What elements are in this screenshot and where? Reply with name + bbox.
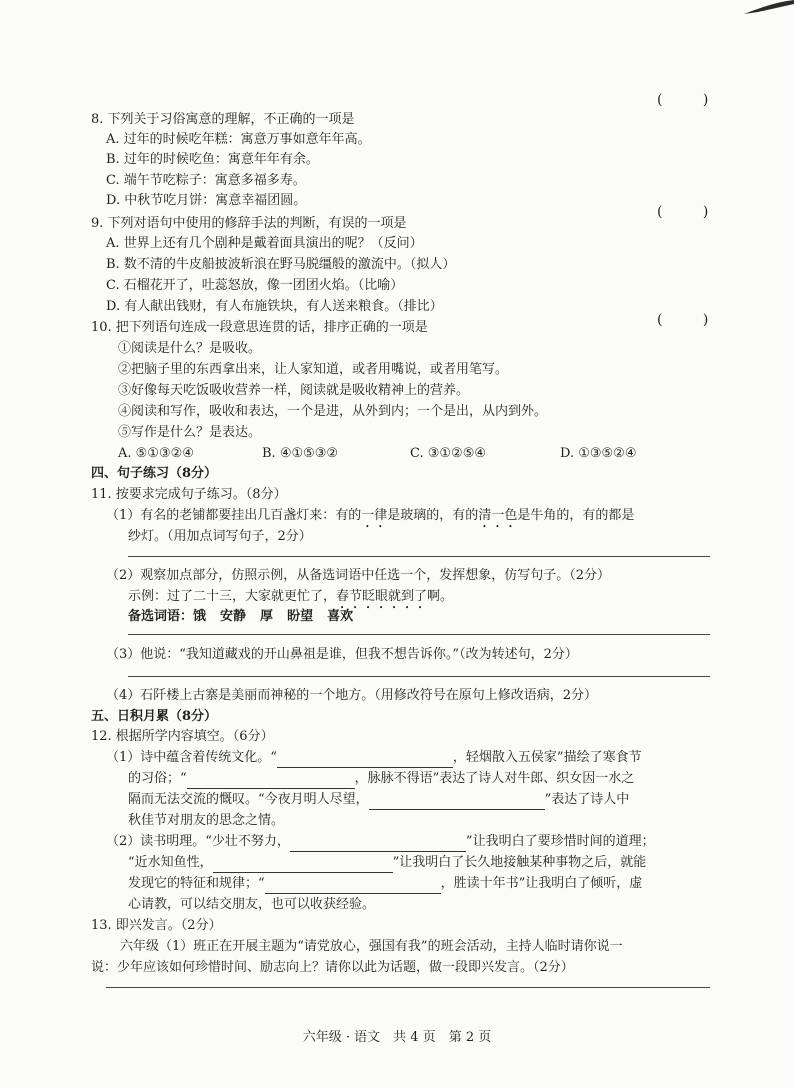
q11-1-dotted-word-1: 一律 [361, 508, 388, 523]
page-footer: 六年级 · 语文 共 4 页 第 2 页 [302, 1030, 492, 1045]
q11-1-text-a: （1）有名的老铺都要挂出几百盏灯来：有的 [106, 508, 362, 523]
q10-sentence-4: ④阅读和写作，吸收和表达，一个是进，从外到内；一个是出，从内到外。 [118, 404, 548, 419]
section5-title: 五、日积月累（8分） [91, 709, 218, 724]
q12-2-line1 [106, 832, 655, 852]
q10-sentence-3: ③好像每天吃饭吸收营养一样，阅读就是吸收精神上的营养。 [118, 383, 470, 398]
answer-paren-q9: ( ) [657, 204, 727, 220]
q12-1-text-c: 的习俗；“ [128, 771, 187, 786]
q12-1-line4: 秋佳节对朋友的思念之情。 [128, 813, 285, 828]
answer-paren-q10: ( ) [657, 312, 727, 328]
q12-1-text-d: ，脉脉不得语”表达了诗人对牛郎、织女因一水之 [354, 771, 635, 786]
q13-prompt-line2: 说：少年应该如何珍惜时间、励志向上？请你以此为话题，做一段即兴发言。（2分） [91, 960, 574, 975]
q12-2-text-d: ”让我明白了长久地接触某种事物之后，就能 [392, 855, 647, 870]
q13-stem: 13. 即兴发言。（2分） [91, 918, 222, 933]
q11-4-stem: （4）石阡楼上古寨是美丽而神秘的一个地方。（用修改符号在原句上修改语病，2分） [106, 688, 598, 703]
section4-title: 四、句子练习（8分） [91, 466, 218, 481]
q11-2-stem: （2）观察加点部分，仿照示例，从备选词语中任选一个，发挥想象，仿写句子。（2分） [106, 568, 611, 583]
word-bank-word-4: 盼望 [287, 609, 314, 624]
word-bank-word-2: 安静 [220, 609, 247, 624]
scan-corner-mark [684, 0, 794, 26]
q11-1-line2: 纱灯。（用加点词写句子，2分） [128, 529, 312, 544]
q11-2-example-text-a: 示例：过了二十三，大家就更忙了， [128, 589, 337, 604]
q10-sentence-1: ①阅读是什么？是吸收。 [118, 341, 262, 356]
q9-option-d: D. 有人献出钱财，有人布施铁块，有人送来粮食。（排比） [106, 299, 443, 314]
q8-stem: 8. 下列关于习俗寓意的理解，不正确的一项是 [91, 112, 355, 127]
q12-1-text-e: 隔而无法交流的慨叹。“今夜月明人尽望， [128, 792, 369, 807]
q10-sentence-5: ⑤写作是什么？是表达。 [118, 425, 262, 440]
word-bank-word-1: 饿 [193, 609, 207, 624]
q12-2-text-e: 发现它的特征和规律；“ [128, 876, 265, 891]
q11-2-word-bank [128, 607, 353, 627]
q11-1-dotted-word-2: 清一色 [478, 508, 518, 523]
answer-paren-q8: ( ) [657, 92, 727, 108]
blank-q12-6[interactable] [265, 879, 441, 894]
q12-1-text-a: （1）诗中蕴含着传统文化。“ [106, 750, 277, 765]
blank-q12-3[interactable] [369, 795, 545, 810]
q12-1-line1 [106, 748, 642, 768]
q12-2-text-b: ”让我明白了要珍惜时间的道理； [465, 834, 655, 849]
q12-2-text-f: ，胜读十年书”让我明白了倾听，虚 [440, 876, 643, 891]
q12-2-line4: 心请教，可以结交朋友，也可以收获经验。 [128, 897, 376, 912]
q10-choice-b: B. ④①⑤③② [262, 446, 339, 461]
answer-line-q13[interactable] [106, 987, 710, 988]
q11-2-example-dotted: 春节眨眼就到了 [336, 589, 428, 604]
answer-line-q11-1[interactable] [128, 556, 710, 557]
q8-option-b: B. 过年的时候吃鱼：寓意年年有余。 [106, 152, 319, 167]
q10-choice-d: D. ①③⑤②④ [560, 446, 637, 461]
q11-2-example-text-b: 啊。 [427, 589, 454, 604]
blank-q12-4[interactable] [290, 837, 466, 852]
q11-stem: 11. 按要求完成句子练习。（8分） [91, 487, 287, 502]
q10-stem: 10. 把下列语句连成一段意思连贯的话，排序正确的一项是 [91, 320, 428, 335]
q12-1-text-b: ，轻烟散入五侯家”描绘了寒食节 [452, 750, 642, 765]
blank-q12-2[interactable] [187, 774, 355, 789]
q12-stem: 12. 根据所学内容填空。（6分） [91, 729, 274, 744]
answer-line-q11-2[interactable] [128, 634, 710, 635]
answer-line-q11-3[interactable] [128, 676, 710, 677]
q10-sentence-2: ②把脑子里的东西拿出来，让人家知道，或者用嘴说，或者用笔写。 [118, 362, 509, 377]
q9-option-b: B. 数不清的牛皮船披波斩浪在野马脱缰般的激流中。（拟人） [106, 257, 456, 272]
blank-q12-5[interactable] [213, 858, 393, 873]
q8-option-a: A. 过年的时候吃年糕：寓意万事如意年年高。 [106, 132, 371, 147]
q12-2-text-a: （2）读书明理。“少壮不努力， [106, 834, 290, 849]
word-bank-word-3: 厚 [260, 609, 274, 624]
q12-1-line2 [128, 769, 634, 789]
q10-choice-c: C. ③①②⑤④ [410, 446, 487, 461]
q12-2-line2 [128, 853, 646, 873]
q12-1-line3 [128, 790, 629, 810]
q11-1-text-c: 是牛角的，有的都是 [517, 508, 635, 523]
word-bank-word-5: 喜欢 [327, 609, 354, 624]
q13-prompt-line1: 六年级（1）班正在开展主题为“请党放心，强国有我”的班会活动，主持人临时请你说一 [120, 939, 623, 954]
blank-q12-1[interactable] [277, 753, 453, 768]
q8-option-c: C. 端午节吃粽子：寓意多福多寿。 [106, 173, 306, 188]
q9-stem: 9. 下列对语句中使用的修辞手法的判断，有误的一项是 [91, 216, 407, 231]
q11-3-stem: （3）他说：“我知道藏戏的开山鼻祖是谁，但我不想告诉你。”（改为转述句，2分） [106, 647, 578, 662]
q9-option-a: A. 世界上还有几个剧种是戴着面具演出的呢？（反问） [106, 236, 423, 251]
word-bank-label: 备选词语： [128, 609, 194, 624]
q12-2-text-c: “近水知鱼性， [128, 855, 213, 870]
q12-2-line3 [128, 874, 642, 894]
q12-1-text-f: ”表达了诗人中 [544, 792, 630, 807]
q10-choice-a: A. ⑤①③②④ [118, 446, 194, 461]
q11-1-text-b: 是玻璃的，有的 [387, 508, 479, 523]
q9-option-c: C. 石榴花开了，吐蕊怒放，像一团团火焰。（比喻） [106, 278, 404, 293]
q8-option-d: D. 中秋节吃月饼：寓意幸福团圆。 [106, 193, 307, 208]
